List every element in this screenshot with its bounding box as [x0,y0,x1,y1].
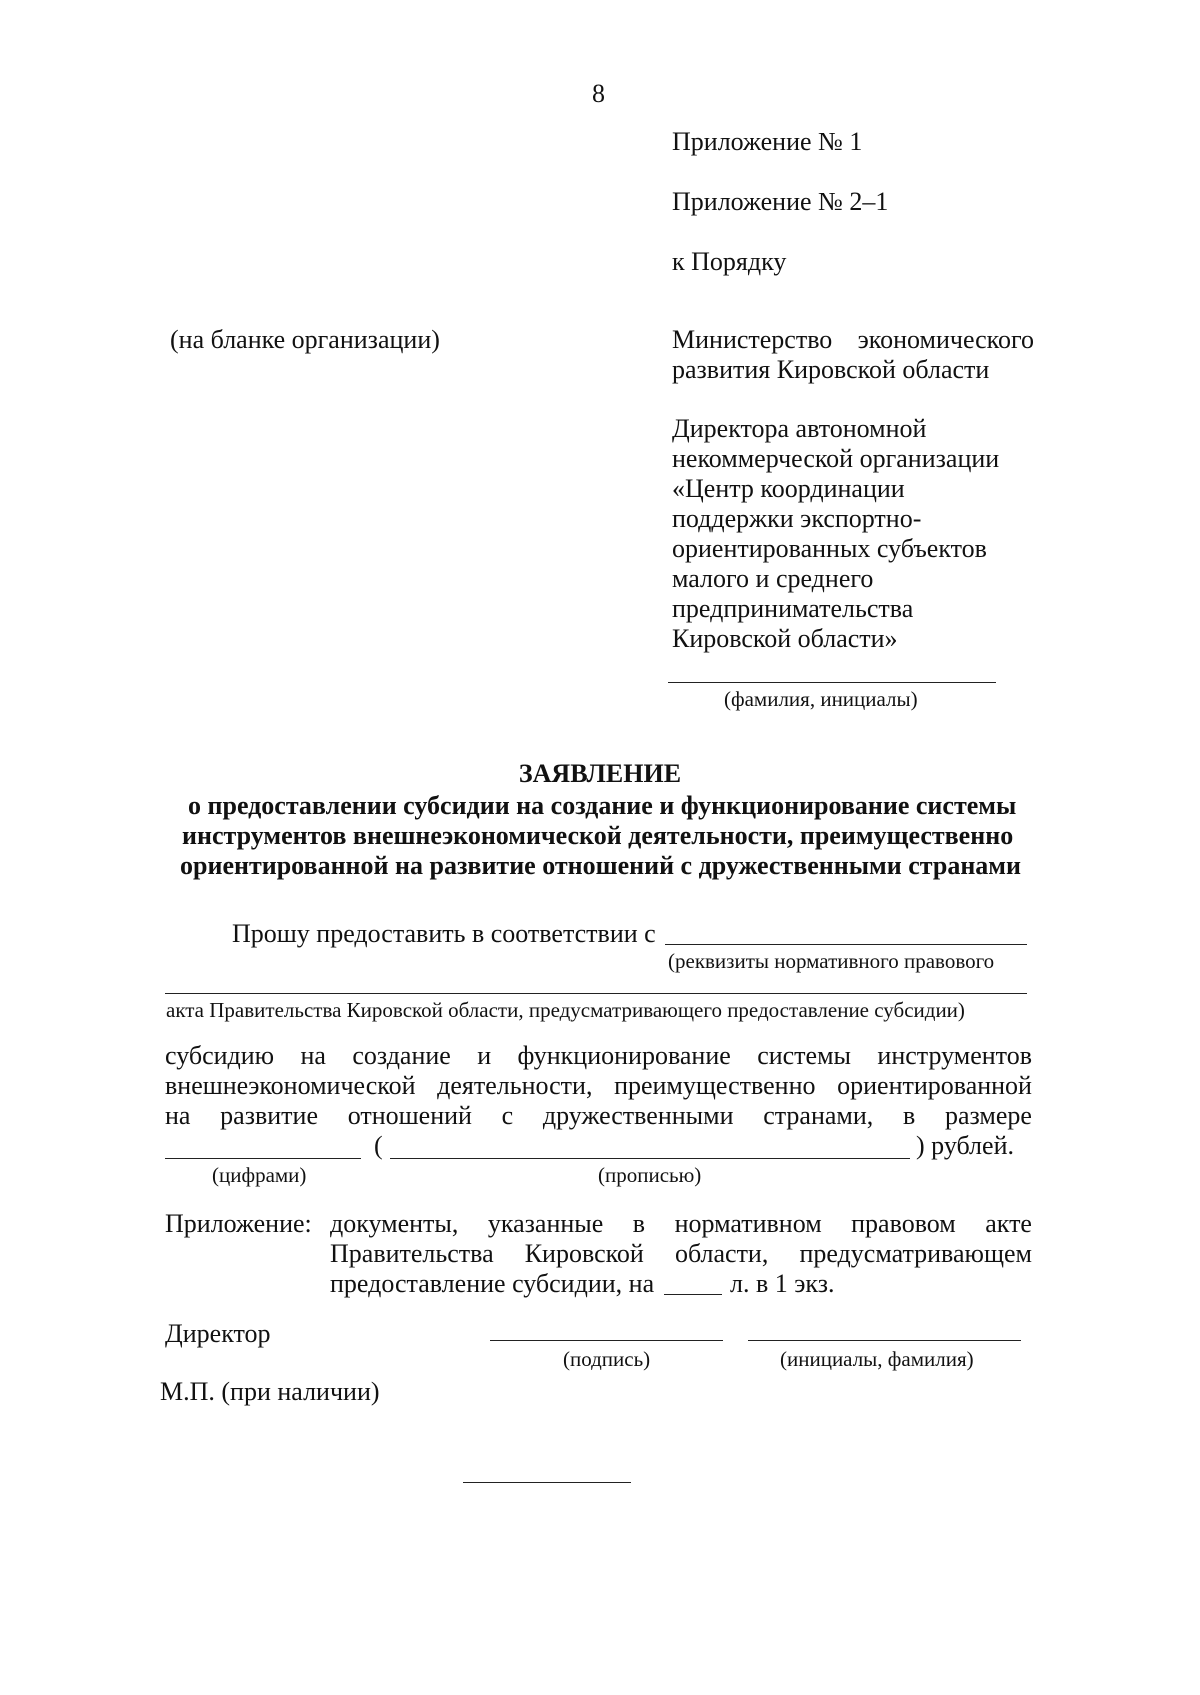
name-caption: (инициалы, фамилия) [780,1347,974,1371]
word: указанные [487,1209,604,1238]
word: акте [985,1209,1032,1238]
subtitle-line-2: инструментов внешнеэкономической деятельности, преимущественно [182,821,1014,850]
director-line: ориентированных субъектов [672,534,987,563]
word: Кировской [524,1239,644,1268]
letterhead-note: (на бланке организации) [170,325,440,354]
director-line: предпринимательства [672,594,914,623]
subtitle-line-3: ориентированной на развитие отношений с дружественными странами [180,851,1021,880]
page-number: 8 [592,79,605,108]
word: развитие [220,1101,318,1130]
word: документы, [330,1209,459,1238]
attachment-line-3b: л. в 1 экз. [730,1269,835,1298]
request-text: Прошу предоставить в соответствии с [232,919,656,948]
ministry-word-2: экономического [857,325,1034,354]
recipient-name-line [668,682,996,683]
word: в [632,1209,646,1238]
subtitle-line-1: о предоставлении субсидии на создание и функционирование системы [188,791,1017,820]
amount-words-line[interactable] [390,1158,910,1159]
act-line[interactable] [165,993,1027,994]
director-line: Кировской области» [672,624,898,653]
stamp-note: М.П. (при наличии) [160,1377,380,1406]
word: преимущественно [614,1071,816,1100]
ministry-word-1: Министерство [672,325,833,354]
signature-caption: (подпись) [563,1347,651,1371]
amount-open-paren: ( [374,1131,383,1160]
ministry-line-1 [672,324,1034,356]
requisites-caption: (реквизиты нормативного правового [668,949,995,973]
word: на [300,1041,326,1070]
paragraph-line-1 [165,1040,1032,1072]
director-line: малого и среднего [672,564,874,593]
word: отношений [347,1101,472,1130]
word: предусматривающем [799,1239,1032,1268]
word: системы [757,1041,852,1070]
annex-line-2: Приложение № 2–1 [672,187,889,216]
director-address-block [672,414,999,654]
word: дружественными [542,1101,734,1130]
word: и [477,1041,492,1070]
director-line: поддержки экспортно- [672,504,922,533]
closing-divider [463,1482,631,1483]
word: странами, [763,1101,874,1130]
attachment-label: Приложение: [165,1209,312,1238]
pages-count-line[interactable] [664,1294,722,1295]
amount-digits-line[interactable] [165,1158,361,1159]
word: функционирование [517,1041,731,1070]
annex-line-1: Приложение № 1 [672,127,863,156]
word: размере [944,1101,1032,1130]
annex-line-3: к Порядку [672,247,787,276]
paragraph-line-3 [165,1100,1032,1132]
attachment-line-1 [330,1208,1032,1240]
attachment-line-2 [330,1238,1032,1270]
word: с [501,1101,514,1130]
recipient-name-caption: (фамилия, инициалы) [724,687,918,711]
amount-close: ) рублей. [916,1131,1014,1160]
director-line: «Центр координации [672,474,905,503]
director-label: Директор [165,1319,271,1348]
attachment-line-3a: предоставление субсидии, на [330,1269,655,1298]
requisites-line[interactable] [665,944,1027,945]
document-title: ЗАЯВЛЕНИЕ [518,759,682,788]
director-line: некоммерческой организации [672,444,1000,473]
word: субсидию [165,1041,275,1070]
words-caption: (прописью) [598,1163,702,1187]
signature-line[interactable] [490,1340,723,1341]
act-caption: акта Правительства Кировской области, предусматривающего предоставление субсидии) [166,998,965,1022]
word: создание [352,1041,451,1070]
paragraph-line-2 [165,1070,1032,1102]
word: правовом [851,1209,956,1238]
word: нормативном [674,1209,822,1238]
ministry-line-2: развития Кировской области [672,355,990,384]
name-line[interactable] [748,1340,1021,1341]
word: области, [674,1239,769,1268]
word: на [165,1101,191,1130]
word: деятельности, [437,1071,593,1100]
word: инструментов [877,1041,1032,1070]
word: в [903,1101,916,1130]
digits-caption: (цифрами) [212,1163,307,1187]
director-line: Директора автономной [672,414,927,443]
word: Правительства [330,1239,494,1268]
word: внешнеэкономической [165,1071,416,1100]
word: ориентированной [837,1071,1032,1100]
